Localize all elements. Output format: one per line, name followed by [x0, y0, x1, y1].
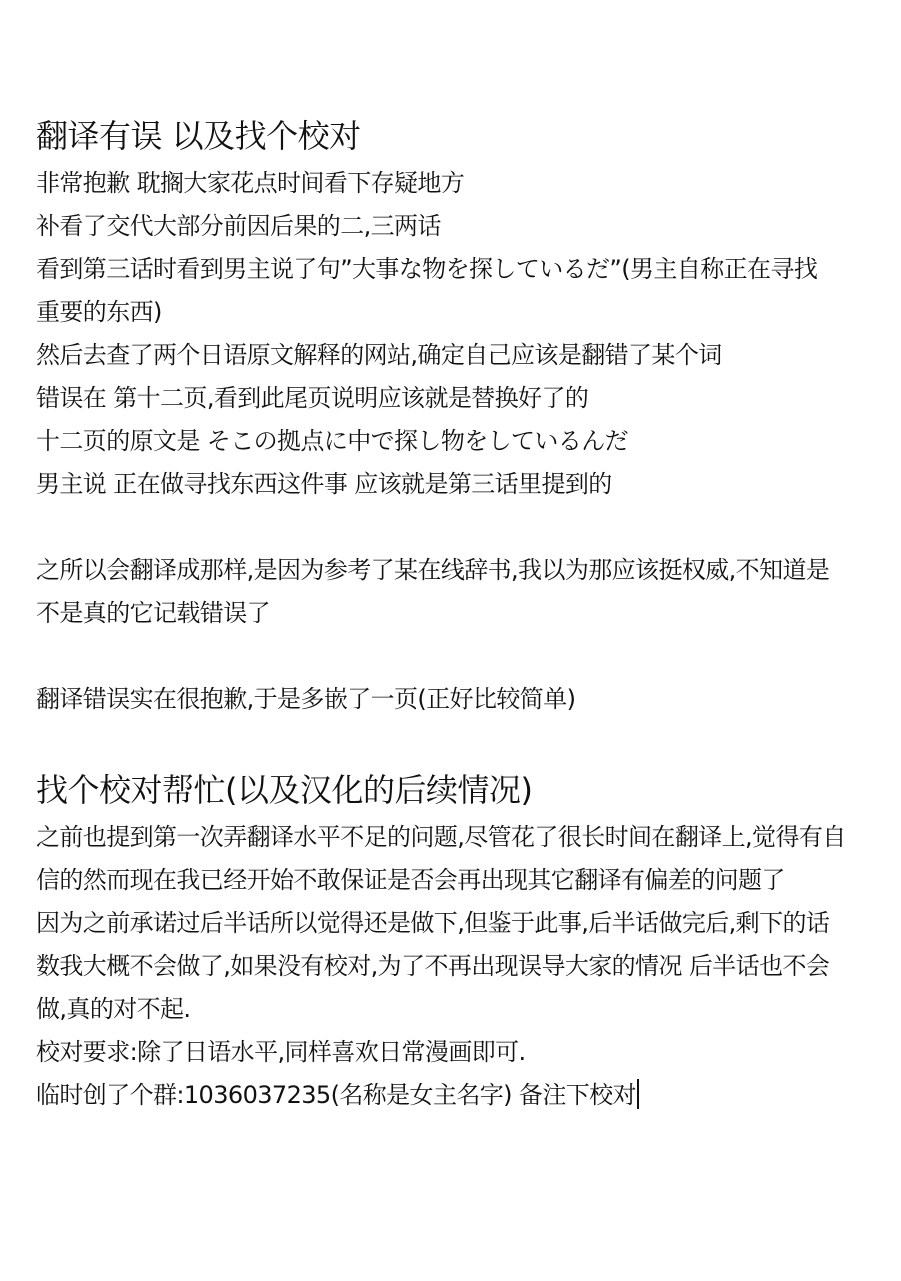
document-body: [36, 110, 866, 1117]
section1-line: 错误在 第十二页,看到此尾页说明应该就是替换好了的: [36, 384, 589, 412]
section2-line: 信的然而现在我已经开始不敢保证是否会再出现其它翻译有偏差的问题了: [36, 866, 785, 894]
section1-line: 看到第三话时看到男主说了句”大事な物を探しているだ”(男主自称正在寻找: [36, 255, 818, 283]
section2-last-line[interactable]: [36, 1074, 866, 1117]
paragraph-gap: [36, 506, 866, 549]
section-gap: [36, 721, 866, 764]
section1-line: 十二页的原文是 そこの拠点に中で探し物をしているんだ: [36, 427, 629, 455]
section1-line: 重要的东西): [36, 298, 162, 326]
section2-line: 之前也提到第一次弄翻译水平不足的问题,尽管花了很长时间在翻译上,觉得有自: [36, 823, 846, 851]
section1-para2-line: 不是真的它记载错误了: [36, 599, 270, 627]
section2-line: 数我大概不会做了,如果没有校对,为了不再出现误导大家的情况 后半话也不会: [36, 952, 830, 980]
section2-line: 因为之前承诺过后半话所以觉得还是做下,但鉴于此事,后半话做完后,剩下的话: [36, 909, 830, 937]
section2-line-text: 临时创了个群:1036037235(名称是女主名字) 备注下校对: [36, 1081, 636, 1109]
section2-title: 找个校对帮忙(以及汉化的后续情况): [36, 771, 533, 809]
section1-title: 翻译有误 以及找个校对: [36, 117, 361, 155]
section2-line: 校对要求:除了日语水平,同样喜欢日常漫画即可.: [36, 1038, 526, 1066]
section1-para2-line: 之所以会翻译成那样,是因为参考了某在线辞书,我以为那应该挺权威,不知道是: [36, 556, 830, 584]
section1-line: 补看了交代大部分前因后果的二,三两话: [36, 212, 441, 240]
paragraph-gap: [36, 635, 866, 678]
section1-line: 非常抱歉 耽搁大家花点时间看下存疑地方: [36, 169, 465, 197]
text-cursor: [637, 1079, 639, 1109]
section1-line: 男主说 正在做寻找东西这件事 应该就是第三话里提到的: [36, 470, 612, 498]
section1-line: 然后去查了两个日语原文解释的网站,确定自己应该是翻错了某个词: [36, 341, 722, 369]
section2-line: 做,真的对不起.: [36, 995, 191, 1023]
section1-para3: 翻译错误实在很抱歉,于是多嵌了一页(正好比较简单): [36, 685, 576, 713]
